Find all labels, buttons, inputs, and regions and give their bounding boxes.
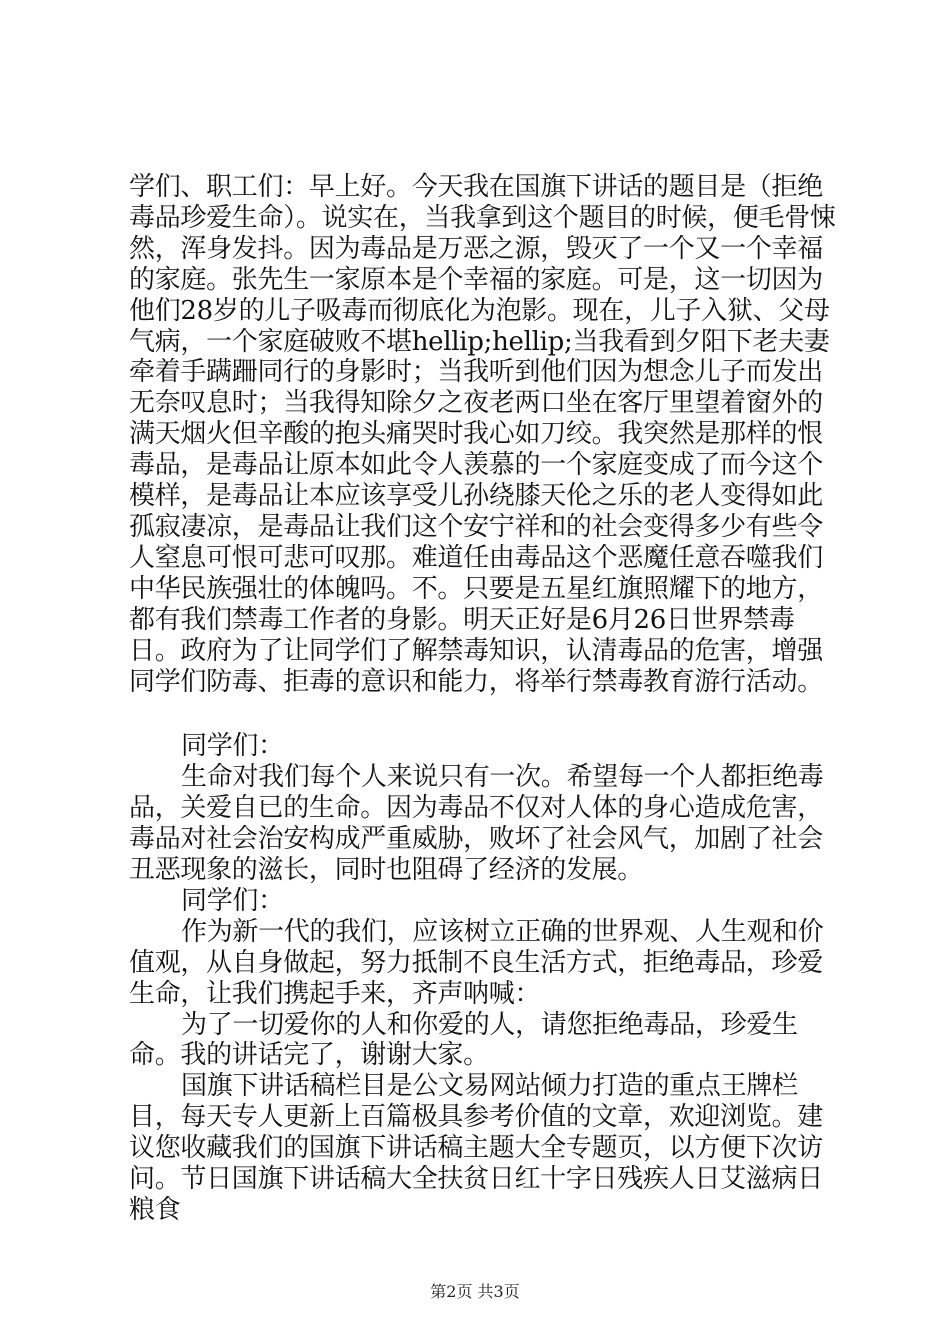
page-footer: 第2页 共3页	[430, 1282, 520, 1301]
paragraph-salutation: 同学们：	[181, 885, 284, 916]
paragraph-gap	[129, 697, 839, 731]
paragraph-new-generation: 作为新一代的我们，应该树立正确的世界观、人生观和价值观，从自身做起，努力抵制不良生活方式，拒绝毒品，珍爱生命，让我们携起手来，齐声呐喊：	[129, 916, 824, 1009]
paragraph-closing: 为了一切爱你的人和你爱的人，请您拒绝毒品，珍爱生命。我的讲话完了，谢谢大家。	[129, 1009, 798, 1071]
paragraph-site-note: 国旗下讲话稿栏目是公文易网站倾力打造的重点王牌栏目，每天专人更新上百篇极具参考价值的文章，欢迎浏览。建议您收藏我们的国旗下讲话稿主题大全专题页，以方便下次访问。节日国旗下讲话稿大全扶贫日红十字日残疾人日艾滋病日粮食	[129, 1071, 823, 1225]
paragraph-life-once: 生命对我们每个人来说只有一次。希望每一个人都拒绝毒品，关爱自已的生命。因为毒品不仅对人体的身心造成危害，毒品对社会治安构成严重威胁，败坏了社会风气，加剧了社会丑恶现象的滋长，同时也阻碍了经济的发展。	[129, 762, 824, 886]
paragraph-speech-main: 学们、职工们：早上好。今天我在国旗下讲话的题目是（拒绝毒品珍爱生命）。说实在，当我拿到这个题目的时候，便毛骨悚然，浑身发抖。因为毒品是万恶之源，毁灭了一个又一个幸福的家庭。张先生一家原本是个幸福的家庭。可是，这一切因为他们28岁的儿子吸毒而彻底化为泡影。现在，儿子入狱、父母气病，一个家庭破败不堪hellip;hellip;当我看到夕阳下老夫妻牵着手蹒跚同行的身影时；当我听到他们因为想念儿子而发出无奈叹息时；当我得知除夕之夜老两口坐在客厅里望着窗外的满天烟火但辛酸的抱头痛哭时我心如刀绞。我突然是那样的恨毒品，是毒品让原本如此令人羡慕的一个家庭变成了而今这个模样，是毒品让本应该享受儿孙绕膝天伦之乐的老人变得如此孤寂凄凉，是毒品让我们这个安宁祥和的社会变得多少有些令人窒息可恨可悲可叹那。难道任由毒品这个恶魔任意吞噬我们中华民族强壮的体魄吗。不。只要是五星红旗照耀下的地方，都有我们禁毒工作者的身影。明天正好是6月26日世界禁毒日。政府为了让同学们了解禁毒知识，认清毒品的危害，增强同学们防毒、拒毒的意识和能力，将举行禁毒教育游行活动。	[129, 172, 836, 697]
document-body	[129, 172, 839, 1226]
paragraph-salutation: 同学们：	[181, 731, 284, 762]
